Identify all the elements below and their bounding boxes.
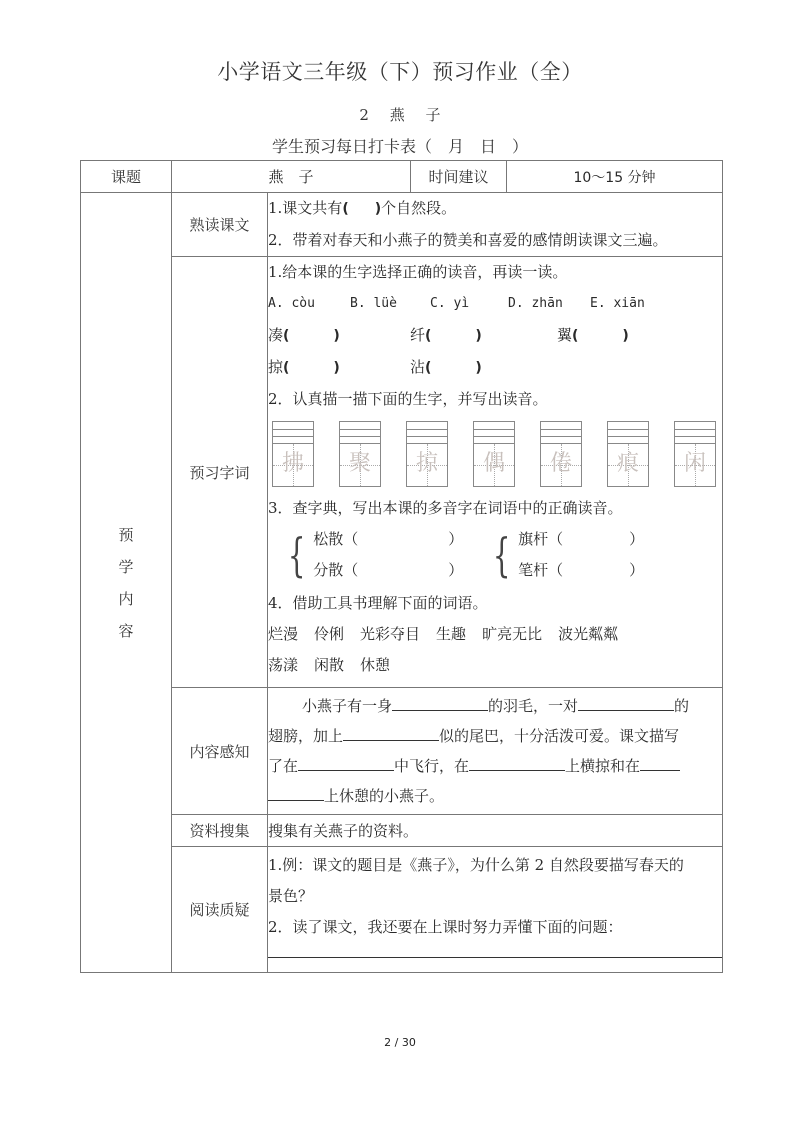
polyphone-item [518,524,644,555]
content-label: 内容感知 [172,688,268,815]
fill-text: 似的尾巴，十分活泼可爱。课文描写 [439,727,680,745]
question-2: 2．读了课文，我还要在上课时努力弄懂下面的问题： [268,918,623,936]
char-choice [410,358,482,376]
fill-text: 的羽毛，一对 [488,697,579,715]
fill-text: 小燕子有一身 [302,697,393,715]
tracing-cell[interactable] [607,421,649,487]
vocab-word: 闲散 [314,656,345,674]
read-label: 熟读课文 [172,193,268,257]
char-choice-row-2 [268,352,722,384]
trace-char: 拂 [281,451,304,476]
fill-blank[interactable] [640,754,680,771]
tracing-cell[interactable] [272,421,314,487]
paren-open: ( [425,328,432,344]
lesson-number: 2 [359,106,369,124]
section-label-char: 内 [118,589,134,608]
fill-line-4 [268,781,722,811]
trace-char: 掠 [415,451,438,476]
vocab-word: 旷亮无比 [482,625,543,643]
tracing-cell[interactable] [339,421,381,487]
pinyin-lines [474,422,514,444]
char: 沾 [410,358,426,376]
vocab-word: 荡漾 [268,656,299,674]
section-label [81,193,172,973]
paren-open: ( [283,328,290,344]
preview-table [80,160,723,973]
pinyin-lines [675,422,715,444]
lesson-heading [0,104,800,125]
fill-text: 的 [674,697,690,715]
paren-close: ) [374,201,382,217]
polyphone-item [313,555,463,586]
fill-text: 了在 [268,757,299,775]
char: 纤 [410,326,426,344]
char-choice [268,320,410,352]
words-q1: 1.给本课的生字选择正确的读音，再读一读。 [268,263,568,281]
pinyin-lines [340,422,380,444]
pinyin-option: E. xiān [590,296,645,311]
section-label-char: 容 [118,621,134,640]
words-q2: 2．认真描一描下面的生字，并写出读音。 [268,390,548,408]
fill-blank[interactable] [343,724,439,741]
pinyin-option: B. lüè [350,296,397,311]
lesson-title-char-1: 燕 [389,106,405,124]
paren-close: ） [629,530,645,548]
pinyin-lines [407,422,447,444]
topic-row [81,161,723,193]
polyphone-word: 分散（ [313,561,359,579]
vocab-word: 休憩 [360,656,391,674]
char-choice [268,352,410,384]
pinyin-options [268,288,722,320]
paren-open: ( [342,201,349,217]
research-row [81,815,723,847]
fill-line-2 [268,721,722,751]
polyphone-group-2 [487,524,644,586]
tracing-grid [268,415,722,493]
char: 掠 [268,358,284,376]
pinyin-option: A. còu [268,296,315,311]
checkin-subtitle: 学生预习每日打卡表（ 月 日 ） [271,137,528,156]
read-line-1-suffix: 个自然段。 [381,199,457,217]
read-line-1-text: 1.课文共有 [268,199,343,217]
pinyin-option: C. yì [430,296,470,311]
page-indicator [0,1036,800,1049]
polyphone-item [313,524,463,555]
char-choice [557,326,629,344]
paren-close: ) [475,360,482,376]
tracing-cell[interactable] [674,421,716,487]
vocab-row-2 [268,650,722,681]
read-line-2: 2．带着对春天和小燕子的赞美和喜爱的感情朗读课文三遍。 [268,231,668,249]
page-current: 2 [384,1036,392,1049]
trace-char: 倦 [549,451,572,476]
tracing-cell[interactable] [540,421,582,487]
section-label-char: 预 [118,525,134,544]
pinyin-lines [608,422,648,444]
polyphone-word: 笔杆（ [518,561,564,579]
section-label-char: 学 [118,557,134,576]
paren-close: ） [629,561,645,579]
brace-icon: { [287,528,306,582]
fill-text: 上休憩的小燕子。 [324,787,445,805]
page-total: 30 [401,1036,416,1049]
fill-line-3 [268,751,722,781]
paren-open: ( [572,328,579,344]
vocab-row-1 [268,619,722,650]
char: 凑 [268,326,284,344]
vocab-word: 伶俐 [314,625,345,643]
question-content [268,847,723,973]
vocab-word: 波光粼粼 [558,625,619,643]
content-paragraph [268,688,723,815]
paren-open: ( [425,360,432,376]
trace-char: 痕 [616,451,639,476]
tracing-cell[interactable] [473,421,515,487]
vocab-word: 光彩夺目 [360,625,421,643]
question-1b: 景色？ [268,887,314,905]
fill-blank[interactable] [392,694,488,711]
vocab-word: 烂漫 [268,625,299,643]
paren-close: ） [448,530,464,548]
pinyin-lines [273,422,313,444]
polyphone-item [518,555,644,586]
polyphone-groups [268,524,722,588]
words-row [81,257,723,688]
read-content [268,193,723,257]
pinyin-lines [541,422,581,444]
read-line-1 [268,193,722,225]
polyphone-group-1 [282,524,482,586]
pinyin-option: D. zhān [508,296,563,311]
read-row [81,193,723,257]
time-label: 时间建议 [411,161,507,193]
fill-line-1 [268,691,722,721]
fill-blank[interactable] [298,754,394,771]
fill-blank[interactable] [578,694,674,711]
trace-char: 偶 [482,451,505,476]
vocab-word: 生趣 [436,625,467,643]
char-choice-row-1 [268,320,722,352]
trace-char: 闲 [683,451,706,476]
paren-open: ( [283,360,290,376]
topic-label: 课题 [81,161,172,193]
content-row [81,688,723,815]
fill-blank[interactable] [268,784,324,801]
fill-text: 中飞行，在 [394,757,470,775]
lesson-title-char-2: 子 [425,106,441,124]
paren-close: ) [475,328,482,344]
char-choice [410,320,557,352]
polyphone-word: 松散（ [313,530,359,548]
brace-icon: { [492,528,511,582]
time-value: 10～15 分钟 [507,161,723,193]
research-label: 资料搜集 [172,815,268,847]
char: 翼 [557,326,573,344]
topic-value: 燕 子 [172,161,411,193]
question-row [81,847,723,973]
paren-close: ) [333,360,340,376]
words-q4: 4．借助工具书理解下面的词语。 [268,594,488,612]
fill-text: 上横掠和在 [565,757,641,775]
fill-blank[interactable] [469,754,565,771]
polyphone-word: 旗杆（ [518,530,564,548]
words-label: 预习字词 [172,257,268,688]
answer-line[interactable] [268,957,722,958]
paren-close: ) [622,328,629,344]
paren-close: ) [333,328,340,344]
words-content [268,257,723,688]
page-separator: / [394,1036,399,1049]
document-title: 小学语文三年级（下）预习作业（全） [217,60,583,84]
words-q3: 3．查字典，写出本课的多音字在词语中的正确读音。 [268,499,623,517]
tracing-cell[interactable] [406,421,448,487]
paren-close: ） [448,561,464,579]
question-1a: 1.例：课文的题目是《燕子》，为什么第 2 自然段要描写春天的 [268,856,684,874]
fill-text: 翅膀，加上 [268,727,344,745]
trace-char: 聚 [348,451,371,476]
research-text: 搜集有关燕子的资料。 [268,815,723,847]
question-label: 阅读质疑 [172,847,268,973]
